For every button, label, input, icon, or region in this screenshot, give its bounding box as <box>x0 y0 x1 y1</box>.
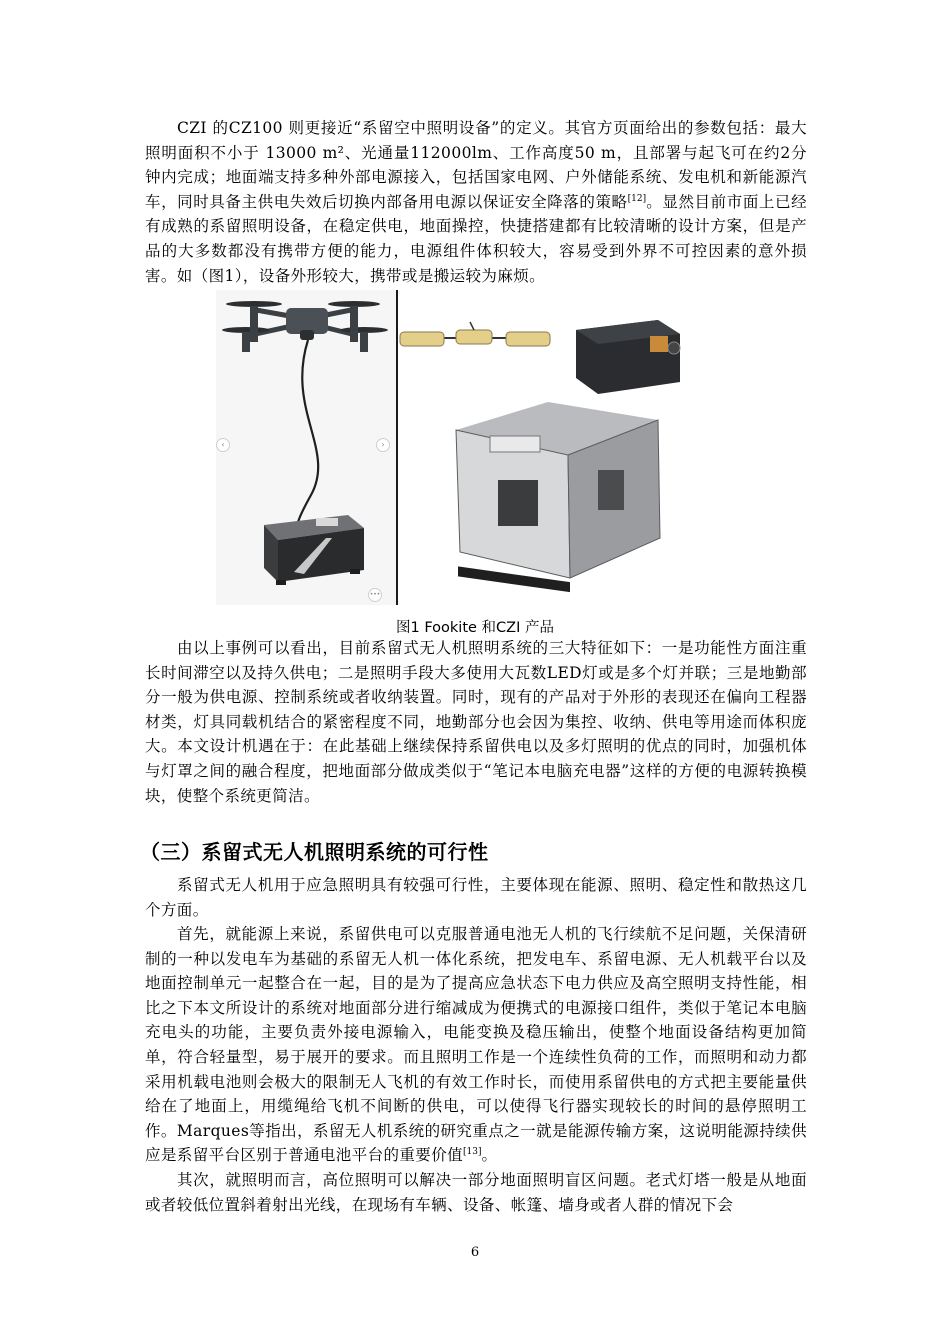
figure-caption: 图1 Fookite 和CZI 产品 <box>396 620 554 636</box>
carousel-next-icon: › <box>376 438 390 452</box>
paragraph-text: CZI 的CZ100 则更接近“系留空中照明设备”的定义。其官方页面给出的参数包括：最大照明面积不小于 13000 m²、光通量112000lm、工作高度50 m，且部署与起飞可在约2分钟内完成；地面端支持多种外部电源接入，包括国家电网、户外储能系统、发电机和新能源汽车，同时具备主供电失效后切换内部备用电源以保证安全降落的策略 <box>145 119 807 211</box>
fookite-illustration <box>216 290 396 605</box>
fookite-product-photo <box>216 290 396 605</box>
citation-ref-12: [12] <box>627 193 647 204</box>
citation-ref-13: [13] <box>463 1147 482 1158</box>
body-paragraph-3: 系留式无人机用于应急照明具有较强可行性，主要体现在能源、照明、稳定性和散热这几个方面。 <box>145 876 807 919</box>
paragraph-text: 。显然目前市面上已经有成熟的系留照明设备，在稳定供电，地面操控，快捷搭建都有比较清晰的设计方案，但是产品的大多数都没有携带方便的能力，电源组件体积较大，容易受到外界不可控因素的意外损害。如（图1），设备外形较大，携带或是搬运较为麻烦。 <box>145 192 807 285</box>
body-paragraph-5: 其次，就照明而言，高位照明可以解决一部分地面照明盲区问题。老式灯塔一般是从地面或者较低位置斜着射出光线，在现场有车辆、设备、帐篷、墙身或者人群的情况下会 <box>145 1171 807 1214</box>
body-paragraph-4 <box>145 922 807 1168</box>
more-options-icon: ••• <box>368 588 382 602</box>
paragraph-text: 。 <box>481 1146 498 1165</box>
product-figure <box>216 290 768 605</box>
section-heading: （三）系留式无人机照明系统的可行性 <box>140 840 489 864</box>
carousel-prev-icon: ‹ <box>216 438 230 452</box>
paragraph-text: 首先，就能源上来说，系留供电可以克服普通电池无人机的飞行续航不足问题，关保清研制的一种以发电车为基础的系留无人机一体化系统，把发电车、系留电源、无人机载平台以及地面控制单元一起整合在一起，目的是为了提高应急状态下电力供应及高空照明支持性能，相比之下本文所设计的系统对地面部分进行缩减成为便携式的电源接口组件，类似于笔记本电脑充电头的功能，主要负责外接电源输入，电能变换及稳压输出，使整个地面设备结构更加简单，符合轻量型，易于展开的要求。而且照明工作是一个连续性负荷的工作，而照明和动力都采用机载电池则会极大的限制无人飞机的有效工作时长，而使用系留供电的方式把主要能量供给在了地面上，用缆绳给飞机不间断的供电，可以使得飞行器实现较长的时间的悬停照明工作。Marques等指出，系留无人机系统的研究重点之一就是能源传输方案，这说明能源持续供应是系留平台区别于普通电池平台的重要价值 <box>145 925 807 1165</box>
body-paragraph-1 <box>145 116 807 288</box>
czi-illustration <box>398 290 768 605</box>
body-paragraph-2: 由以上事例可以看出，目前系留式无人机照明系统的三大特征如下：一是功能性方面注重长时间滞空以及持久供电；二是照明手段大多使用大瓦数LED灯或是多个灯并联；三是地勤部分一般为供电源、控制系统或者收纳装置。同时，现有的产品对于外形的表现还在偏向工程器材类，灯具同载机结合的紧密程度不同，地勤部分也会因为集控、收纳、供电等用途而体积庞大。本文设计机遇在于：在此基础上继续保持系留供电以及多灯照明的优点的同时，加强机体与灯罩之间的融合程度，把地面部分做成类似于“笔记本电脑充电器”这样的方便的电源转换模块，使整个系统更简洁。 <box>145 639 807 805</box>
page-number: 6 <box>470 1245 480 1260</box>
czi-product-photo <box>398 290 768 605</box>
